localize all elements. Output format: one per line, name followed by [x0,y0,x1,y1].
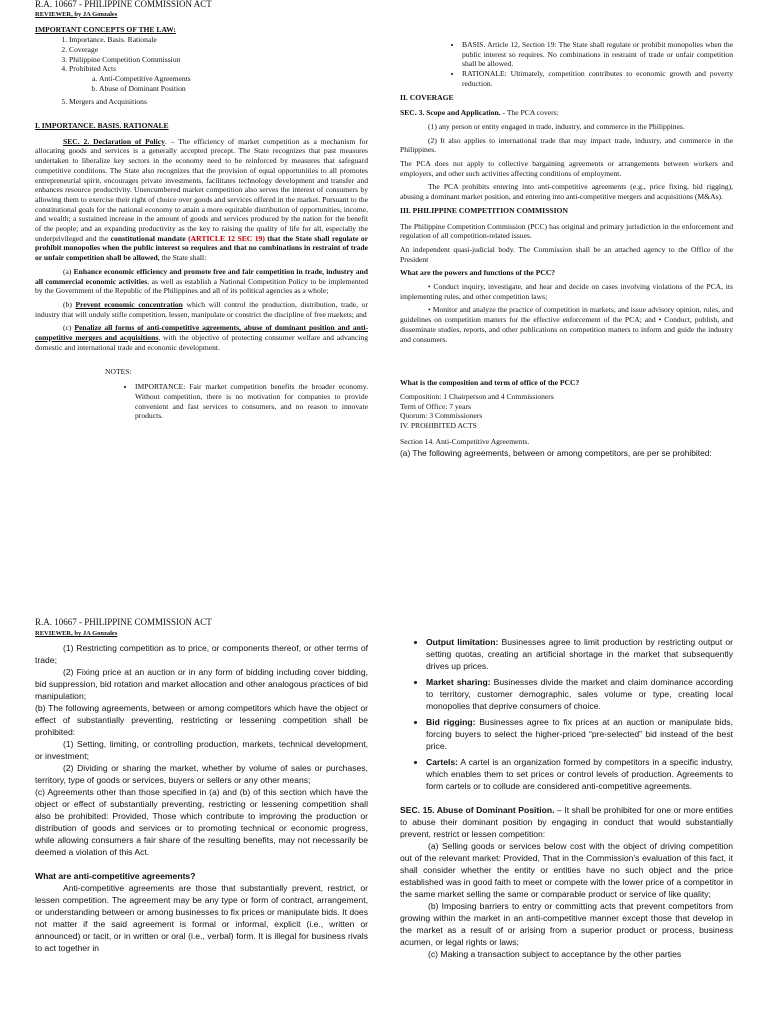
pcc-term: Term of Office: 7 years [400,401,472,411]
notes-label: NOTES: [105,366,132,376]
sec15-item-c: (c) Making a transaction subject to acceptance by the other parties [428,949,682,959]
page1-left-column [35,0,368,425]
list-item: 2. Coverage [69,45,368,55]
page-header-subtitle: REVIEWER, by JA Gonzales [35,10,118,18]
pcc-function: • Monitor and analyze the practice of competition in markets, and issue advisory opinion, rules, and guidelines on competition matters for the effective enforcement of the PCA; and • Conduct, publish, and disseminate studies, reports, and other publications on competition matters to inform and guide the industry and consumers. [400,305,733,344]
sec15-paragraph: SEC. 15. Abuse of Dominant Position. – It shall be prohibited for one or more entities to abuse their dominant position by engaging in conduct that would substantially prevent, restrict or lessen competition: [400,805,733,839]
page-header-title: R.A. 10667 - PHILIPPINE COMMISSION ACT [35,617,212,627]
pcc-composition: Composition: 1 Chairperson and 4 Commissioners [400,391,554,401]
section-heading-importance: I. IMPORTANCE. BASIS. RATIONALE [35,121,169,131]
sec2-item-c: (c) Penalize all forms of anti-competitive agreements, abuse of dominant position and anti-competitive mergers and acquisitions, with the objective of protecting consumer welfare and advancing domestic and international trade and economic development. [35,323,369,352]
agreement-item: (c) Agreements other than those specified in (a) and (b) of this section which have the object or effect of substantially preventing, restricting or lessening competition shall also be prohibited: Provided, Those which contribute to improving the production or distribution of goods and services or to promoting technical or economic progress, while allowing consumers a fair share of the resulting benefits, may not necessarily be deemed a violation of this Act. [35,787,368,857]
coverage-paragraph: The PCA does not apply to collective bargaining agreements or arrangements between workers and employers, and other such activities affecting conditions of employment. [400,159,733,178]
notes-list-continued [400,40,733,89]
notes-block [35,367,368,422]
agreement-item: (1) Restricting competition as to price, or components thereof, or other terms of trade; [35,643,368,665]
section-heading-coverage: II. COVERAGE [400,92,454,102]
pcc-quorum: Quorum: 3 Commissioners [400,411,483,421]
list-item: 3. Philippine Competition Commission [69,55,368,65]
note-basis: • BASIS. Article 12, Section 19: The State shall regulate or prohibit monopolies when the public interest so requires. No combinations in restraint of trade or unfair competition shall be allowed. [462,40,733,69]
note-importance: • IMPORTANCE: Fair market competition benefits the broader economy. Without competition, there is no motivation for companies to provide convenient and fast services to consumers, and no reason to innovate products. [135,382,368,421]
pcc-paragraph: An independent quasi-judicial body. The Commission shall be an attached agency to the Office of the President [400,244,733,264]
list-item: 5. Mergers and Acquisitions [69,97,368,107]
notes-list [105,382,368,421]
agreement-item: (1) Setting, limiting, or controlling production, markets, technical development, or investment; [35,739,368,761]
note-rationale: • RATIONALE: Ultimately, competition contributes to economic growth and poverty reduction. [462,69,733,88]
page1-right-column [400,40,733,459]
pcc-question-composition: What is the composition and term of office of the PCC? [400,378,580,388]
concepts-sublist [69,74,368,93]
sec2-item-b: (b) Prevent economic concentration which will control the production, distribution, trade, or industry that will unduly stifle competition, lessen, manipulate or constrict the discipline of free markets; and [35,299,368,319]
coverage-item-2: (2) It also applies to international trade that may impact trade, industry, and commerce in the Philippines. [400,135,733,155]
page-header-subtitle: REVIEWER, by JA Gonzales [35,630,118,637]
section-heading-pcc: III. PHILIPPINE COMPETITION COMMISSION [400,205,568,215]
concepts-title: IMPORTANT CONCEPTS OF THE LAW: [35,25,176,35]
list-item: 1. Importance. Basis. Rationale [69,35,368,45]
list-item-cartels: • Cartels: A cartel is an organization formed by competitors in a specific industry, which enables them to set prices or control levels of production. Agreements to form cartels or to collude are considered anti-competitive agreements. [426,756,733,792]
pcc-function: • Conduct inquiry, investigate, and hear and decide on cases involving violations of the PCA, its implementing rules, and other competition laws; [400,282,733,301]
question-anti-competitive: What are anti-competitive agreements? [35,871,196,881]
sec3-paragraph: SEC. 3. Scope and Application. - The PCA covers: [400,108,559,118]
concepts-list [35,35,368,107]
list-item-output-limitation: • Output limitation: Businesses agree to limit production by restricting output or setting quotas, creating an artificial shortage in the market that subsequently drives up prices. [426,636,733,672]
anti-competitive-paragraph: Anti-competitive agreements are those that substantially prevent, restrict, or lessen competition. The agreement may be any type or form of contract, arrangement, or understanding between or among businesses to fix prices or manipulate bids. It does not matter if the said agreement is formal or informal, explicit (i.e., written or announced) or tacit, or in written or oral (i.e., verbal) form. It is illegal for business rivals to act together in [35,883,368,953]
page2-right-column [400,636,733,960]
agreement-item: (2) Dividing or sharing the market, whether by volume of sales or purchases, territory, type of goods or services, buyers or sellers or any other means; [35,763,368,785]
pcc-question-powers: What are the powers and functions of the PCC? [400,268,556,278]
page2-left-column [35,616,368,954]
list-item: 4. Prohibited Acts a. Anti-Competitive Agreements b. Abuse of Dominant Position [69,64,368,93]
coverage-item-1: (1) any person or entity engaged in trade, industry, and commerce in the Philippines. [428,121,685,131]
section-heading-prohibited: IV. PROHIBITED ACTS [400,421,477,431]
agreement-item: (b) The following agreements, between or among competitors which have the object or effect of substantially preventing, restricting or lessening competition shall be prohibited: [35,703,368,737]
sec2-paragraph: SEC. 2. Declaration of Policy. – The efficiency of market competition as a mechanism for allocating goods and services is a generally accepted precept. The State recognizes that past measures undertaken to liberalize key sectors in the economy need to be reinforced by measures that safeguard competitive conditions. The State also recognizes that the provision of equal opportunities to all promotes entrepreneurial spirit, encourages private investments, facilitates technology development and transfer and enhances resource productivity. Unencumbered market competition also serves the interest of consumers by allowing them to exercise their right of choice over goods and services offered in the market. Pursuant to the constitutional goals for the national economy to attain a more equitable distribution of opportunities, income, and wealth; a sustained increase in the amount of goods and services produced by the nation for the benefit of the people; and an expanding productivity as the key to raising the quality of life for all, especially the underprivileged and the constitutional mandate (ARTICLE 12 SEC 19) that the State shall regulate or prohibit monopolies when the public interest so requires and that no combinations in restraint of trade or unfair competition shall be allowed, the State shall: [35,136,368,263]
page-header-title: R.A. 10667 - PHILIPPINE COMMISSION ACT [35,0,212,9]
anti-competitive-types-list [400,636,733,792]
agreement-item: (2) Fixing price at an auction or in any form of bidding including cover bidding, bid suppression, bid rotation and market allocation and other analogous practices of bid manipulation; [35,667,368,701]
pcc-paragraph: The Philippine Competition Commission (PCC) has original and primary jurisdiction in the enforcement and regulation of all competition-related issues. [400,221,733,241]
list-item: b. Abuse of Dominant Position [99,84,368,94]
list-item: a. Anti-Competitive Agreements [99,74,368,84]
list-item-bid-rigging: • Bid rigging: Businesses agree to fix prices at an auction or manipulate bids, forcing buyers to select the higher-priced “pre-selected” bid instead of the best price. [426,716,733,752]
list-item-market-sharing: • Market sharing: Businesses divide the market and claim dominance according to territory, customer demographic, sales volume or type, creating local monopolies that deprive consumers of choice. [426,676,733,712]
sec2-item-a: (a) Enhance economic efficiency and promote free and fair competition in trade, industry and all commercial economic activities, as well as establish a National Competition Policy to be implemented by the Government of the Republic of the Philippines and all of its political agencies as a whole; [35,266,369,296]
sec15-item-a: (a) Selling goods or services below cost with the object of driving competition out of the relevant market: Provided, That in the Commission’s evaluation of this fact, it shall consider whether the entity or entities have no such object and the price established was in good faith to meet or compete with the lower price of a competitor in the same market selling the same or comparable product or service of like quality; [400,841,733,899]
coverage-paragraph: The PCA prohibits entering into anti-competitive agreements (e.g., price fixing, bid rigging), abusing a dominant market position, and entering into anti-competitive mergers and acquisitions (M&As). [400,182,733,202]
sec15-item-b: (b) Imposing barriers to entry or committing acts that prevent competitors from growing within the market in an anti-competitive manner except those that develop in the market as a result of or arising from a superior product or process, business acumen, or legal rights or laws; [400,901,733,947]
section-14-title: Section 14. Anti-Competitive Agreements. [400,436,530,446]
document-page-2 [0,580,768,1024]
section-14-a: (a) The following agreements, between or among competitors, are per se prohibited: [400,447,712,458]
